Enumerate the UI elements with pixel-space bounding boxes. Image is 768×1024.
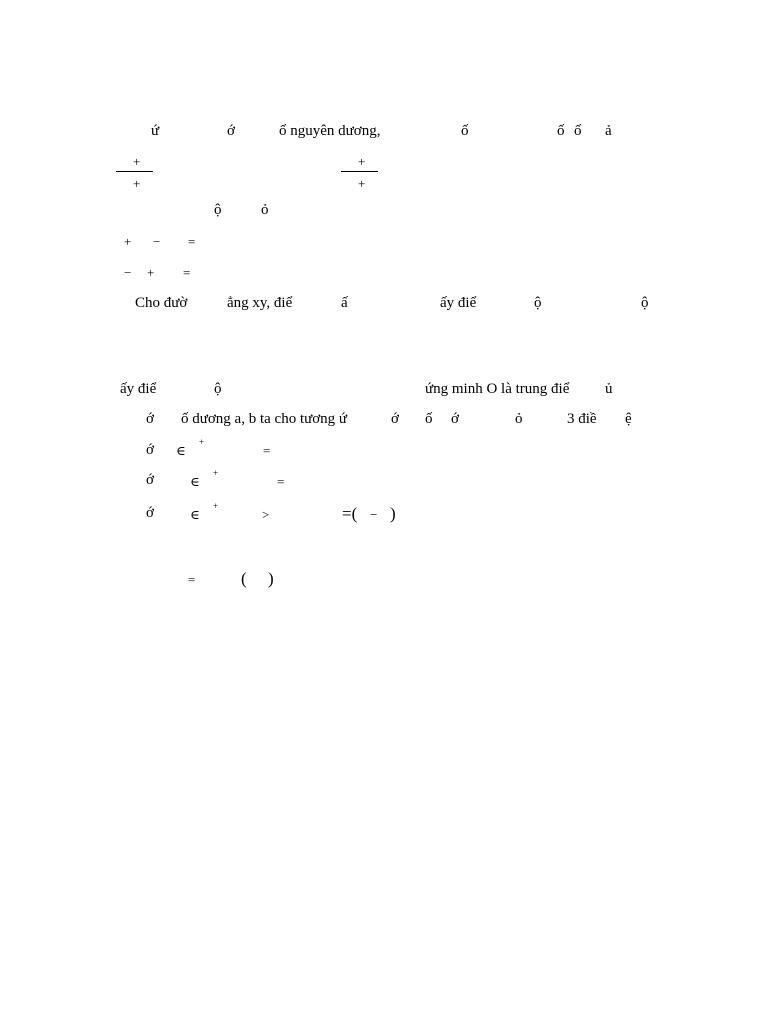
text-fragment: 3 điề [567, 411, 597, 427]
text-fragment: Cho đườ [135, 295, 188, 311]
math-symbol: + [124, 234, 132, 249]
text-fragment: ố dương a, b ta cho tương ứ [181, 411, 348, 427]
math-symbol: ) [268, 569, 274, 588]
text-fragment: ỏ [261, 202, 269, 218]
math-symbol: ∈ [190, 474, 200, 489]
math-symbol: ∈ [176, 443, 186, 458]
math-symbol: = [188, 234, 196, 249]
text-fragment: ớ [146, 472, 154, 488]
fraction-bar [341, 171, 378, 172]
text-fragment: ộ [214, 381, 222, 397]
text-fragment: ớ [146, 411, 154, 427]
superscript: + [199, 437, 205, 447]
text-fragment: ớ [146, 442, 154, 458]
text-fragment: ấ [341, 295, 348, 311]
math-symbol: ∈ [190, 507, 200, 522]
text-fragment: ệ [625, 411, 632, 427]
math-symbol: > [262, 507, 270, 522]
fraction-denominator: + [358, 176, 366, 191]
text-fragment: ủ [605, 381, 613, 397]
superscript: + [213, 468, 219, 478]
math-symbol: ) [390, 504, 396, 523]
math-symbol: = [263, 443, 271, 458]
text-fragment: ố [574, 123, 582, 139]
text-fragment: ố [461, 123, 469, 139]
math-symbol: = [277, 474, 285, 489]
math-symbol: = [188, 572, 196, 587]
text-fragment: ố [557, 123, 565, 139]
text-fragment: ỏ [515, 411, 523, 427]
fraction-numerator: + [358, 154, 366, 169]
math-symbol: =( [342, 504, 358, 523]
text-fragment: ớ [451, 411, 459, 427]
math-symbol: − [370, 507, 378, 522]
math-symbol: ( [241, 569, 247, 588]
text-fragment: ấy điể [120, 381, 157, 397]
text-fragment: ẳng xy, điể [227, 295, 293, 311]
text-fragment: ộ [214, 202, 222, 218]
fraction-numerator: + [133, 154, 141, 169]
text-fragment: ả [605, 123, 612, 139]
math-symbol: − [153, 234, 161, 249]
text-fragment: ớ [146, 505, 154, 521]
text-fragment: ứ [151, 123, 160, 139]
text-fragment: ớ [391, 411, 399, 427]
text-fragment: ứng minh O là trung điể [425, 381, 570, 397]
math-symbol: − [124, 265, 132, 280]
text-fragment: ố [425, 411, 433, 427]
text-fragment: ố nguyên dương, [279, 123, 381, 139]
superscript: + [213, 501, 219, 511]
text-fragment: ấy điể [440, 295, 477, 311]
text-fragment: ộ [534, 295, 542, 311]
text-fragment: ớ [227, 123, 235, 139]
text-fragment: ộ [641, 295, 649, 311]
math-symbol: + [147, 265, 155, 280]
math-symbol: = [183, 265, 191, 280]
fraction-bar [116, 171, 153, 172]
fraction-denominator: + [133, 176, 141, 191]
